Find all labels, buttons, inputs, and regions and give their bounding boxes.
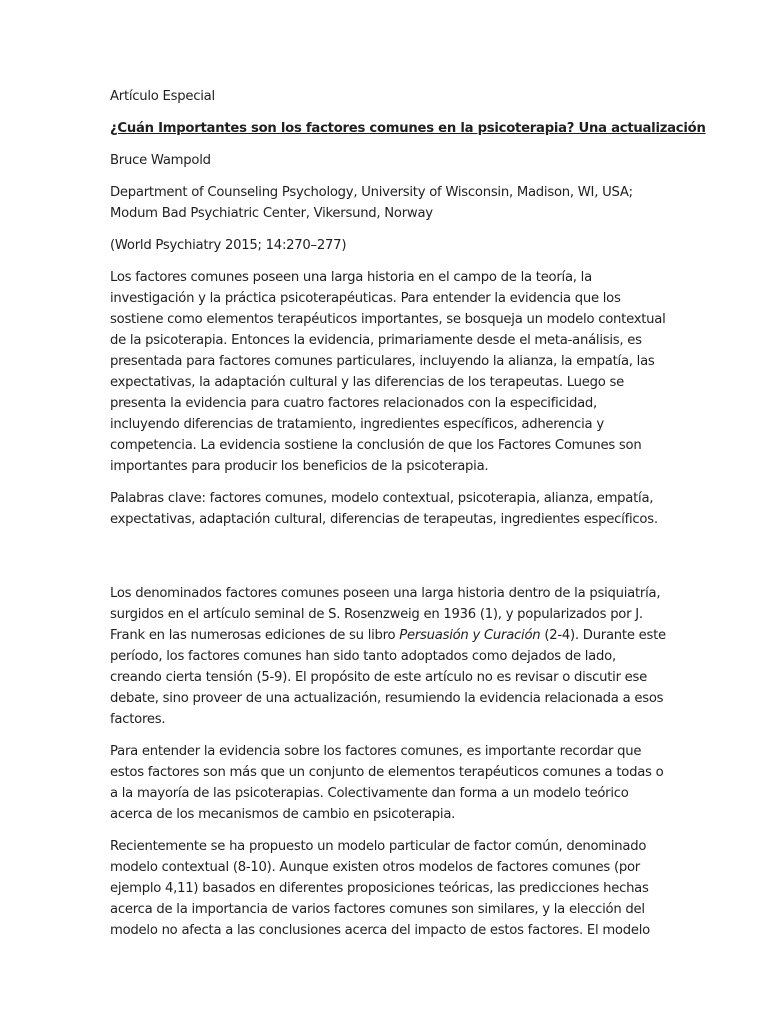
citation: (World Psychiatry 2015; 14:270–277) — [110, 238, 347, 253]
section-label: Artículo Especial — [110, 89, 215, 104]
abstract: Los factores comunes poseen una larga historia en el campo de la teoría, la investigación y la práctica psicoterapéuticas. Para entender la evidencia que los sostiene como elementos terapéuticos importantes, se bosqueja un modelo contextual de la psicoterapia. Entonces la evidencia, primariamente desde el meta-análisis, es presentada para factores comunes particulares, incluyendo la alianza, la empatía, las expectativas, la adaptación cultural y las diferencias de los terapeutas. Luego se presenta la evidencia para cuatro factores relacionados con la especificidad, incluyendo diferencias de tratamiento, ingredientes específicos, adherencia y competencia. La evidencia sostiene la conclusión de que los Factores Comunes son importantes para producir los beneficios de la psicoterapia. — [110, 270, 666, 474]
document-page — [110, 86, 706, 941]
book-title: Persuasión y Curación — [399, 628, 541, 643]
article-title: ¿Cuán Importantes son los factores comunes en la psicoterapia? Una actualización — [110, 121, 706, 136]
body-paragraph-3: Recientemente se ha propuesto un modelo particular de factor común, denominado modelo contextual (8-10). Aunque existen otros modelos de factores comunes (por ejemplo 4,11) basados en diferentes proposiciones teóricas, las predicciones hechas acerca de la importancia de varios factores comunes son similares, y la elección del modelo no afecta a las conclusiones acerca del impacto de estos factores. El modelo — [110, 839, 650, 938]
body-paragraph-1: Los denominados factores comunes poseen una larga historia dentro de la psiquiatría, surgidos en el artículo seminal de S. Rosenzweig en 1936 (1), y popularizados por J. Frank en las numerosas ediciones de su libro Persuasión y Curación (2-4). Durante este período, los factores comunes han sido tanto adoptados como dejados de lado, creando cierta tensión (5-9). El propósito de este artículo no es revisar o discutir ese debate, sino proveer de una actualización, resumiendo la evidencia relacionada a esos factores. — [110, 583, 670, 730]
keywords: Palabras clave: factores comunes, modelo contextual, psicoterapia, alianza, empatía, expectativas, adaptación cultural, diferencias de terapeutas, ingredientes específicos. — [110, 491, 658, 527]
affiliation: Department of Counseling Psychology, University of Wisconsin, Madison, WI, USA; Modum Bad Psychiatric Center, Vikersund, Norway — [110, 185, 633, 221]
body-paragraph-2: Para entender la evidencia sobre los factores comunes, es importante recordar que estos factores son más que un conjunto de elementos terapéuticos comunes a todas o a la mayoría de las psicoterapias. Colectivamente dan forma a un modelo teórico acerca de los mecanismos de cambio en psicoterapia. — [110, 744, 664, 822]
body-line-with-book-title: Frank en las numerosas ediciones de su libro Persuasión y Curación (2-4). Durante este — [110, 628, 666, 643]
author-name: Bruce Wampold — [110, 153, 211, 168]
